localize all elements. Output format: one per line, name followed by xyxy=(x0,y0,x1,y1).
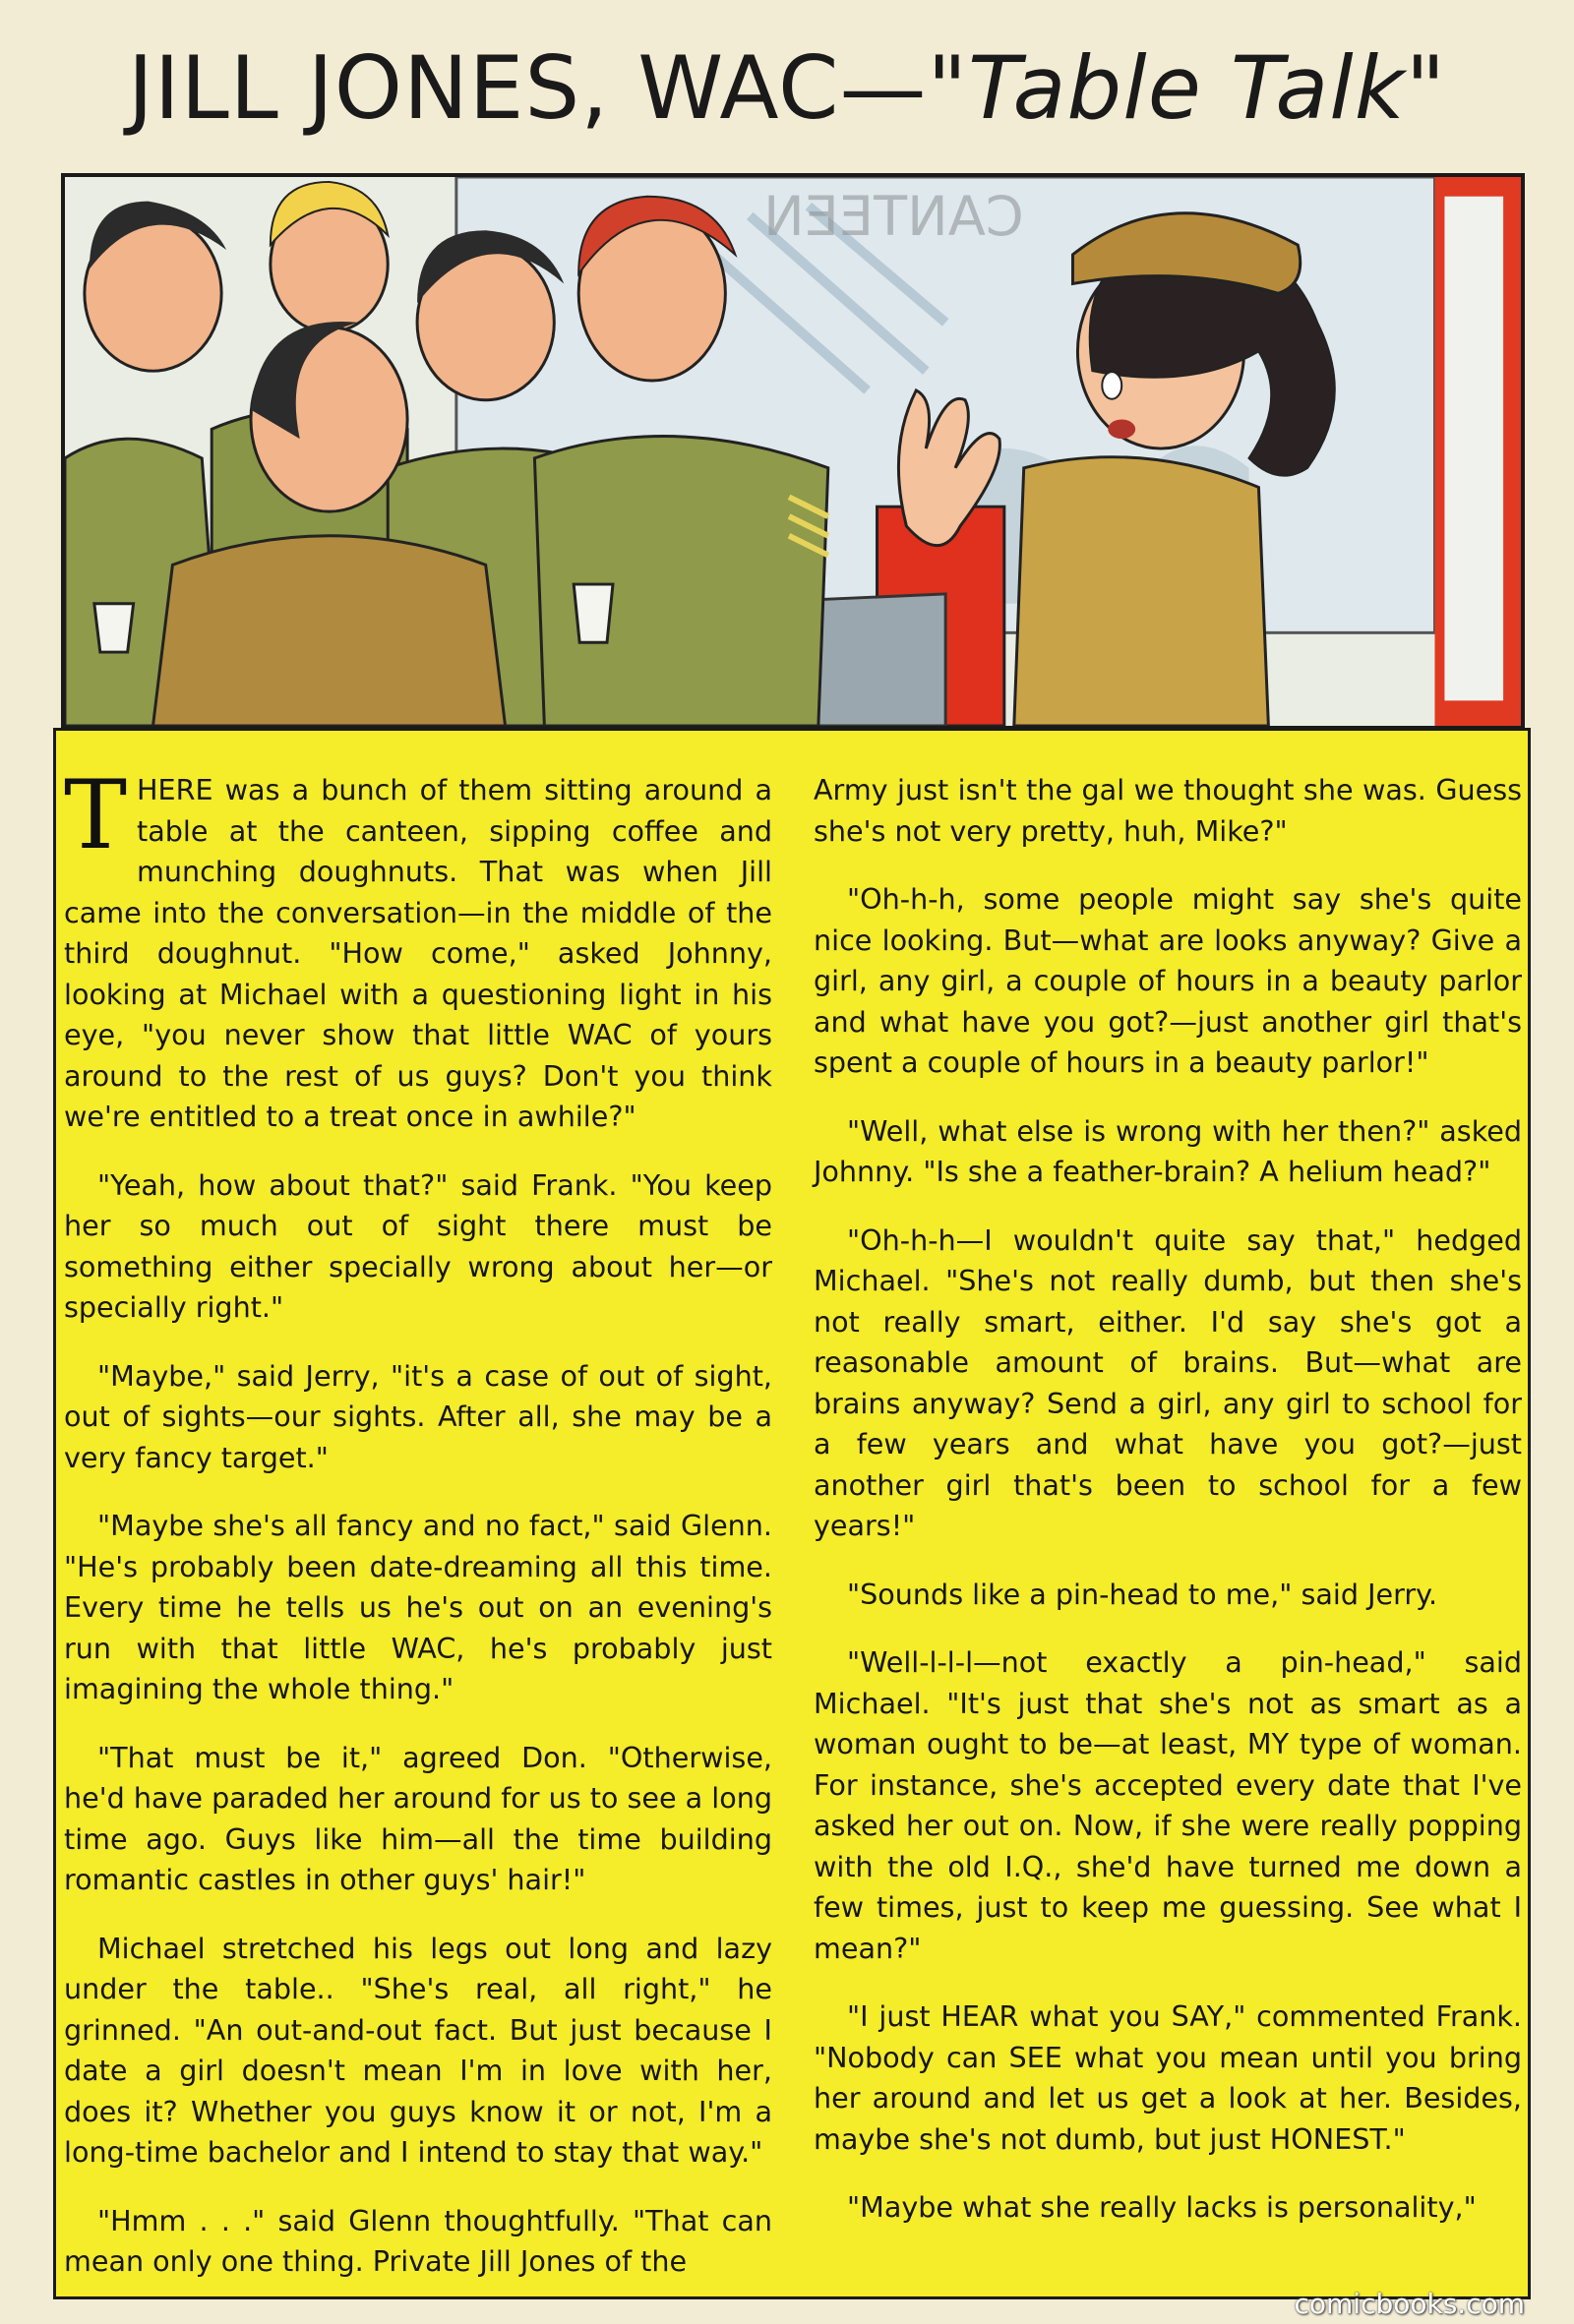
title-main: JILL JONES, WAC— xyxy=(127,37,928,139)
story-paragraph: Army just isn't the gal we thought she was. Guess she's not very pretty, huh, Mike?" xyxy=(814,773,1522,848)
story-text-box xyxy=(53,728,1531,2299)
comic-panel-illustration xyxy=(61,173,1525,730)
story-paragraph xyxy=(64,760,772,1138)
story-paragraph: "Well, what else is wrong with her then?" asked Johnny. "Is she a feather-brain? A helium head?" xyxy=(814,1113,1522,1188)
story-paragraph: Michael stretched his legs out long and lazy under the table.. "She's real, all right," he grinned. "An out-and-out fact. But just because I date a girl doesn't mean I'm in love with her, does it? Whether you guys know it or not, I'm a long-time bachelor and I intend to stay that way." xyxy=(64,1931,772,2169)
story-paragraph: "Sounds like a pin-head to me," said Jerry. xyxy=(847,1577,1438,1611)
story-paragraph: "That must be it," agreed Don. "Otherwise, he'd have paraded her around for us to see a long time ago. Guys like him—all the time building romantic castles in other guys' hair!" xyxy=(64,1740,772,1896)
story-left-column xyxy=(64,760,772,2310)
story-paragraph: "Maybe," said Jerry, "it's a case of out of sight, out of sights—our sights. After all, she may be a very fancy target." xyxy=(64,1358,772,1474)
story-paragraph: "Oh-h-h, some people might say she's quite nice looking. But—what are looks anyway? Give a girl, any girl, a couple of hours in a beauty parlor and what have you got?—just another girl that's spent a couple of hours in a beauty parlor!" xyxy=(814,882,1522,1079)
canteen-sign-text: CANTEEN xyxy=(763,186,1024,250)
story-paragraph: "Well-l-l-l—not exactly a pin-head," said Michael. "It's just that she's not as smart as a woman ought to be—at least, MY type of woman. For instance, she's accepted every date that I've asked her out on. Now, if she were really popping with the old I.Q., she'd have turned me down a few times, just to keep me guessing. See what I mean?" xyxy=(814,1645,1522,1965)
story-title xyxy=(0,37,1574,139)
story-paragraph: "Maybe what she really lacks is personality," xyxy=(847,2190,1477,2224)
paragraph-text: HERE was a bunch of them sitting around a table at the canteen, sipping coffee and munching doughnuts. That was when Jill came into the conversation—in the middle of the third doughnut. "How come," asked Johnny, looking at Michael with a questioning light in his eye, "you never show that little WAC of yours around to the rest of us guys? Don't you think we're entitled to a treat once in awhile?" xyxy=(64,773,772,1133)
story-paragraph: "Yeah, how about that?" said Frank. "You keep her so much out of sight there must be something either specially wrong about her—or specially right." xyxy=(64,1167,772,1324)
story-paragraph: "Hmm . . ." said Glenn thoughtfully. "That can mean only one thing. Private Jill Jones of the xyxy=(64,2203,772,2278)
story-paragraph: "Oh-h-h—I wouldn't quite say that," hedged Michael. "She's not really dumb, but then she's not really smart, either. I'd say she's got a reasonable amount of brains. But—what are brains anyway? Send a girl, any girl to school for a few years and what have you got?—just another girl that's been to school for a few years!" xyxy=(814,1222,1522,1542)
story-paragraph: "Maybe she's all fancy and no fact," said Glenn. "He's probably been date-dreaming all this time. Every time he tells us he's out on an evening's run with that little WAC, he's probably just imagining the whole thing." xyxy=(64,1509,772,1705)
canteen-scene-image xyxy=(65,177,1521,726)
drop-cap: T xyxy=(64,760,128,870)
site-watermark: comicbooks.com xyxy=(1294,2288,1525,2320)
story-right-column xyxy=(814,770,1522,2256)
story-paragraph: "I just HEAR what you SAY," commented Frank. "Nobody can SEE what you mean until you bring her around and let us get a look at her. Besides, maybe she's not dumb, but just HONEST." xyxy=(814,1999,1522,2156)
title-subtitle: "Table Talk" xyxy=(927,37,1447,139)
